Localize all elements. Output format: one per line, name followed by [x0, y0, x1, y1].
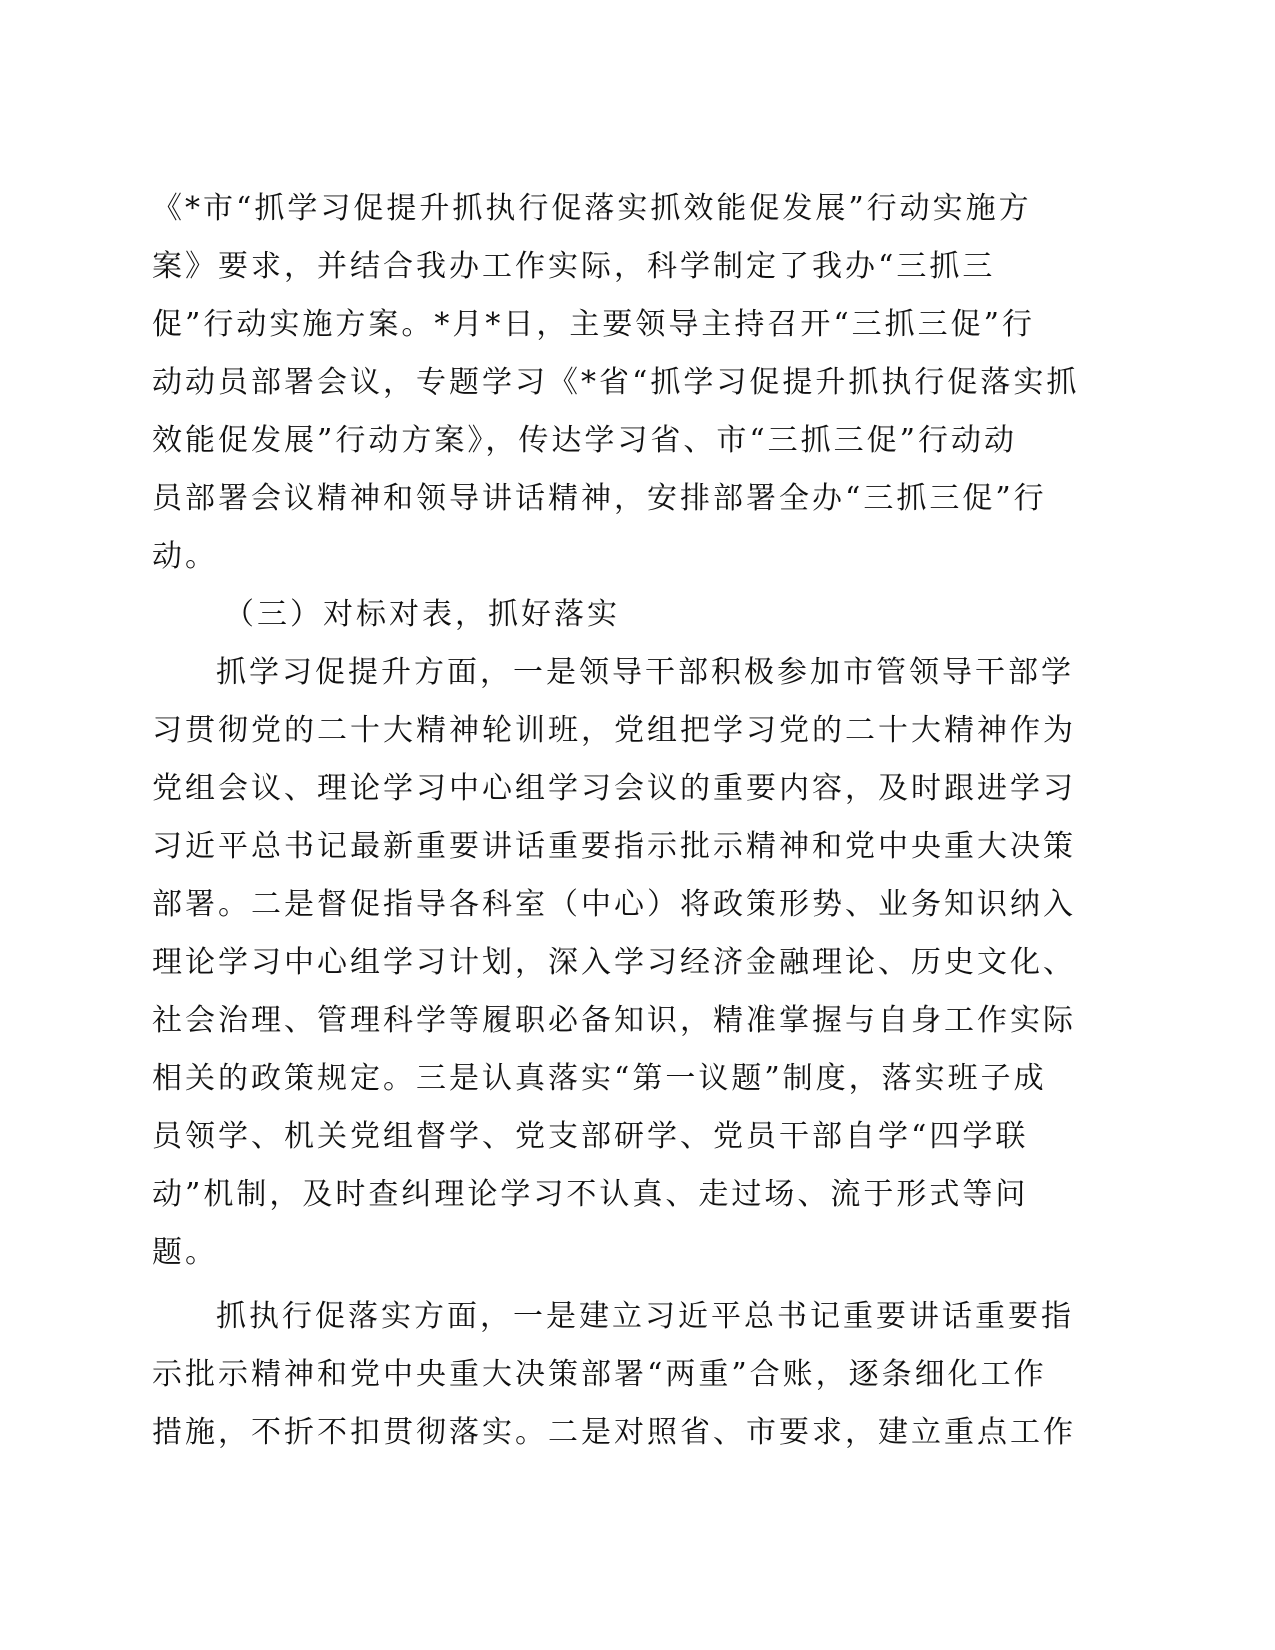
text-line: 促”行动实施方案。*月*日，主要领导主持召开“三抓三促”行: [152, 307, 1036, 342]
text-line: 相关的政策规定。三是认真落实“第一议题”制度，落实班子成: [152, 1061, 1047, 1096]
text-line: 《*市“抓学习促提升抓执行促落实抓效能促发展”行动实施方: [152, 191, 1032, 226]
text-line: 案》要求，并结合我办工作实际，科学制定了我办“三抓三: [152, 249, 996, 284]
text-line: 部署。二是督促指导各科室（中心）将政策形势、业务知识纳入: [152, 887, 1076, 922]
text-line: 措施，不折不扣贯彻落实。二是对照省、市要求，建立重点工作: [152, 1415, 1076, 1450]
text-line: 员领学、机关党组督学、党支部研学、党员干部自学“四学联: [152, 1119, 1029, 1154]
text-line: 习贯彻党的二十大精神轮训班，党组把学习党的二十大精神作为: [152, 713, 1076, 748]
text-line: 习近平总书记最新重要讲话重要指示批示精神和党中央重大决策: [152, 829, 1076, 864]
text-line: 动动员部署会议，专题学习《*省“抓学习促提升抓执行促落实抓: [152, 365, 1080, 400]
text-line: 抓学习促提升方面，一是领导干部积极参加市管领导干部学: [216, 655, 1074, 690]
text-line: 动。: [152, 539, 218, 574]
text-line: 党组会议、理论学习中心组学习会议的重要内容，及时跟进学习: [152, 771, 1076, 806]
text-line: 动”机制，及时查纠理论学习不认真、走过场、流于形式等问: [152, 1177, 1029, 1212]
text-line: 员部署会议精神和领导讲话精神，安排部署全办“三抓三促”行: [152, 481, 1047, 516]
text-line: 理论学习中心组学习计划，深入学习经济金融理论、历史文化、: [152, 945, 1076, 980]
document-body: [152, 180, 1097, 1462]
section-heading-3: （三）对标对表，抓好落实: [224, 597, 620, 632]
text-line: 效能促发展”行动方案》，传达学习省、市“三抓三促”行动动: [152, 423, 1018, 458]
text-line: 抓执行促落实方面，一是建立习近平总书记重要讲话重要指: [216, 1299, 1074, 1334]
text-line: 社会治理、管理科学等履职必备知识，精准掌握与自身工作实际: [152, 1003, 1076, 1038]
text-line: 示批示精神和党中央重大决策部署“两重”合账，逐条细化工作: [152, 1357, 1047, 1392]
paragraph-implementation-plan: [152, 180, 1097, 586]
text-line: 题。: [152, 1235, 218, 1270]
paragraph-study-promotion: [152, 644, 1097, 1282]
paragraph-execution-implementation: [152, 1288, 1097, 1462]
